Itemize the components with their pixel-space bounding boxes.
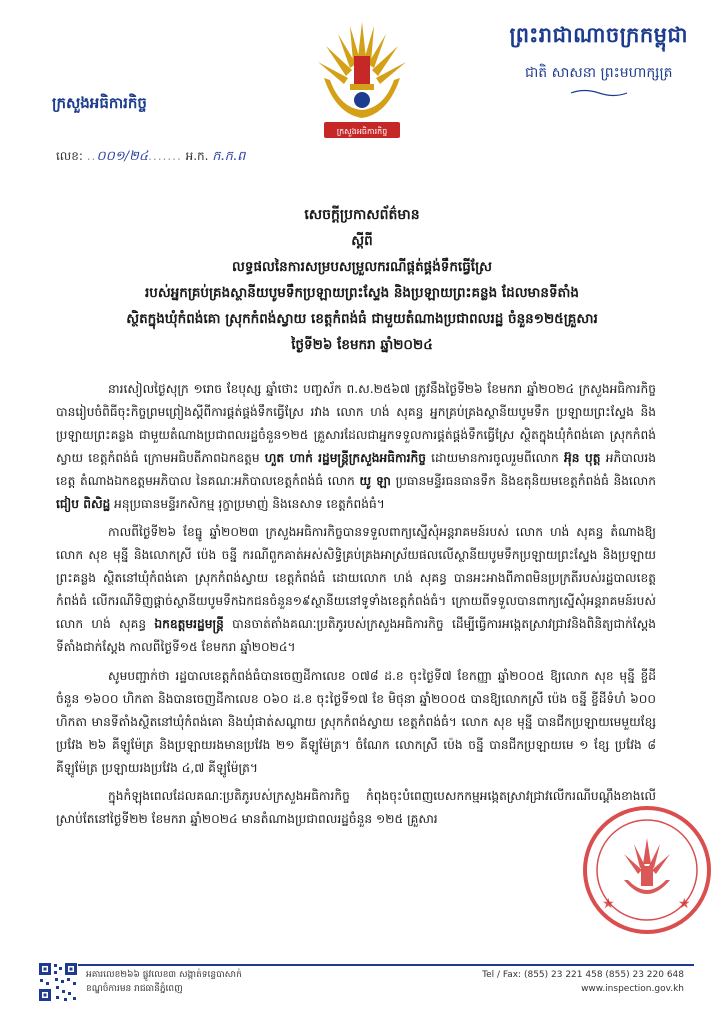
title-line-5: ស្ថិតក្នុងឃុំកំពង់គោ ស្រុកកំពង់ស្វាយ ខេត្តកំពង់ធំ ជាមួយតំណាងប្រជាពលរដ្ឋ ចំនួន១២៥គ្រួសារ xyxy=(126,311,598,327)
ref-suffix: អ.ក. xyxy=(185,149,209,163)
document-title xyxy=(40,202,684,358)
title-line-6: ថ្ងៃទី២៦ ខែមករា ឆ្នាំ២០២៤ xyxy=(291,337,433,353)
ministry-emblem-icon xyxy=(306,18,418,150)
paragraph-4: ក្នុងកំឡុងពេលដែលគណៈប្រតិភូរបស់ក្រសួងអធិការកិច្ច កំពុងចុះបំពេញបេសកកម្មអង្កេតស្រាវជ្រាវលើករណីបណ្តឹងខាងលើ ស្រាប់តែនៅថ្ងៃទី២២ ខែមករា ឆ្នាំ២០២៤ មានតំណាងប្រជាពលរដ្ឋចំនួន ១២៥ គ្រួសារ xyxy=(56,789,656,827)
ref-code: /២៤ xyxy=(124,149,149,164)
ornament-divider-icon xyxy=(569,88,629,98)
address-line-2: ខណ្ឌចំការមន រាជធានីភ្នំពេញ xyxy=(86,984,183,994)
svg-text:★: ★ xyxy=(602,896,615,912)
national-motto: ជាតិ សាសនា ព្រះមហាក្សត្រ xyxy=(524,65,673,81)
qr-code-icon xyxy=(38,962,78,1002)
paragraph-1: នារសៀលថ្ងៃសុក្រ ១រោច ខែបុស្ស ឆ្នាំថោះ បញ្ចស័ក ព.ស.២៥៦៧ ត្រូវនឹងថ្ងៃទី២៦ ខែមករា ឆ្នាំ២០២៤ ក្រសួងអធិការកិច្ច បានរៀបចំពិធីចុះកិច្ចព្រមព្រៀងស្តីពីការផ្គត់ផ្គង់ទឹកធ្វើស្រែ រវាង លោក ហង់ សុគន្ធ អ្នកគ្រប់គ្រងស្ថានីយបូមទឹក ប្រឡាយព្រះស្ទែង និងប្រឡាយព្រះគន្លង ជាមួយតំណាងប្រជាពលរដ្ឋចំនួន១២៥ គ្រួសារដែលជាអ្នកទទួលការផ្គត់ផ្គង់ទឹកធ្វើស្រែ ស្ថិតក្នុងឃុំកំពង់គោ ស្រុកកំពង់ស្វាយ ខេត្តកំពង់ធំ ក្រោមអធិបតីភាពឯកឧត្តម ហួត ហាក់ រដ្ឋមន្ត្រីក្រសួងអធិការកិច្ច ដោយមានការចូលរួមពីលោក អ៊ុន បុត្ត អភិបាលរងខេត្ត តំណាងឯកឧត្តមអភិបាល នៃគណៈអភិបាលខេត្តកំពង់ធំ លោក យូ ឡា ប្រធានមន្ទីរធនធានទឹក និងឧតុនិយមខេត្តកំពង់ធំ និងលោក ជៀប ពិសិដ្ឋ អនុប្រធានមន្ទីរកសិកម្ម រុក្ខាប្រមាញ់ និងនេសាទ ខេត្តកំពង់ធំ។ xyxy=(56,382,657,511)
title-line-2: ស្តីពី xyxy=(351,233,373,249)
ref-number: ០០១ xyxy=(96,149,125,164)
emblem-caption: ក្រសួងអធិការកិច្ច xyxy=(336,127,388,136)
svg-text:★: ★ xyxy=(678,896,691,912)
title-line-3: លទ្ធផលនៃការសម្របសម្រួលករណីផ្តត់ផ្គង់ទឹកធ្វើស្រែ xyxy=(232,259,492,275)
ref-dept: ក.ក.ព xyxy=(212,149,246,164)
ministry-name: ក្រសួងអធិការកិច្ច xyxy=(52,94,147,112)
title-line-1: សេចក្តីប្រកាសព័ត៌មាន xyxy=(304,207,420,223)
document-body xyxy=(56,378,656,837)
ref-label: លេខ: xyxy=(56,149,83,163)
paragraph-2: កាលពីថ្ងៃទី២៦ ខែធ្នូ ឆ្នាំ២០២៣ ក្រសួងអធិការកិច្ចបានទទួលពាក្យស្នើសុំអន្តរាគមន៍របស់ លោក ហង់ សុគន្ធ តំណាងឱ្យលោក សុខ មុន្នី និងលោកស្រី ប៉េង ចន្នី ករណីពួកគាត់អស់សិទ្ធិគ្រប់គ្រងអាស្រ័យផលលើស្ថានីយបូមទឹកប្រឡាយព្រះស្ទែង និងប្រឡាយព្រះគន្លង ស្ថិតនៅឃុំកំពង់គោ ស្រុកកំពង់ស្វាយ ខេត្តកំពង់ធំ ដោយលោក ហង់ សុគន្ធ បានអះអាងពីភាពមិនប្រក្រតីរបស់រដ្ឋបាលខេត្តកំពង់ធំ លើករណីទិញផ្តាច់ស្ថានីយបូមទឹកឯកជនចំនួន១៩ស្ថានីយនៅទូទាំងខេត្តកំពង់ធំ។ ក្រោយពីទទួលបានពាក្យស្នើសុំអន្តរាគមន៍របស់ លោក ហង់ សុគន្ធ ឯកឧត្តមរដ្ឋមន្ត្រី បានចាត់តាំងគណៈប្រតិភូរបស់ក្រសួងអធិការកិច្ច ដើម្បីធ្វើការអង្កេតស្រាវជ្រាវនិងពិនិត្យជាក់ស្តែងទីតាំងជាក់ស្តែង កាលពីថ្ងៃទី១៥ ខែមករា ឆ្នាំ២០២៤។ xyxy=(56,525,657,654)
kingdom-header xyxy=(509,22,688,98)
ministry-address xyxy=(86,968,242,996)
official-seal-icon xyxy=(562,790,712,940)
address-line-1: អគារលេខ២៦៦ ផ្លូវលេខ៣ សង្កាត់ទន្លេបាសាក់ xyxy=(86,970,242,980)
ministry-contact xyxy=(482,968,684,996)
reference-line: លេខ: ..០០១/២៤....... អ.ក. ក.ក.ព xyxy=(56,149,246,164)
footer-divider xyxy=(56,964,694,966)
paragraph-3: សូមបញ្ជាក់ថា រដ្ឋបាលខេត្តកំពង់ធំបានចេញដីកាលេខ ០៧៨ ដ.ខ ចុះថ្ងៃទី៧ ខែកញ្ញា ឆ្នាំ២០០៥ ឱ្យលោក សុខ មុន្នី ខ្ចីដីចំនួន ១៦០០ ហិកតា និងបានចេញដីកាលេខ ០៦០ ដ.ខ ចុះថ្ងៃទី១៧ ខែ មិថុនា ឆ្នាំ២០០៥ បានឱ្យលោកស្រី ប៉េង ចន្នី ខ្ចីដីទំហំ ៦០០ ហិកតា មានទីតាំងស្ថិតនៅឃុំកំពង់គោ និងឃុំផាត់សណ្តាយ ស្រុកកំពង់ស្វាយ ខេត្តកំពង់ធំ។ លោក សុខ មុន្នី បានជីកប្រឡាយមេមួយខ្សែប្រវែង ២៦ គីឡូម៉ែត្រ និងប្រឡាយរងមានប្រវែង ២១ គីឡូម៉ែត្រ។ ចំណែក លោកស្រី ប៉េង ចន្នី បានជីកប្រឡាយមេ ១ ខ្សែ ប្រវែង ៨ គីឡូម៉ែត្រ ប្រឡាយរងប្រវែង ៤,៧ គីឡូម៉ែត្រ។ xyxy=(56,668,656,775)
title-line-4: របស់អ្នកគ្រប់គ្រងស្ថានីយបូមទឹកប្រឡាយព្រះស្ទែង និងប្រឡាយព្រះគន្លង ដែលមានទីតាំង xyxy=(145,285,579,301)
kingdom-title: ព្រះរាជាណាចក្រកម្ពុជា xyxy=(509,22,688,47)
website-link[interactable]: www.inspection.gov.kh xyxy=(581,984,684,994)
tel-fax: Tel / Fax: (855) 23 221 458 (855) 23 220 648 xyxy=(482,970,684,980)
